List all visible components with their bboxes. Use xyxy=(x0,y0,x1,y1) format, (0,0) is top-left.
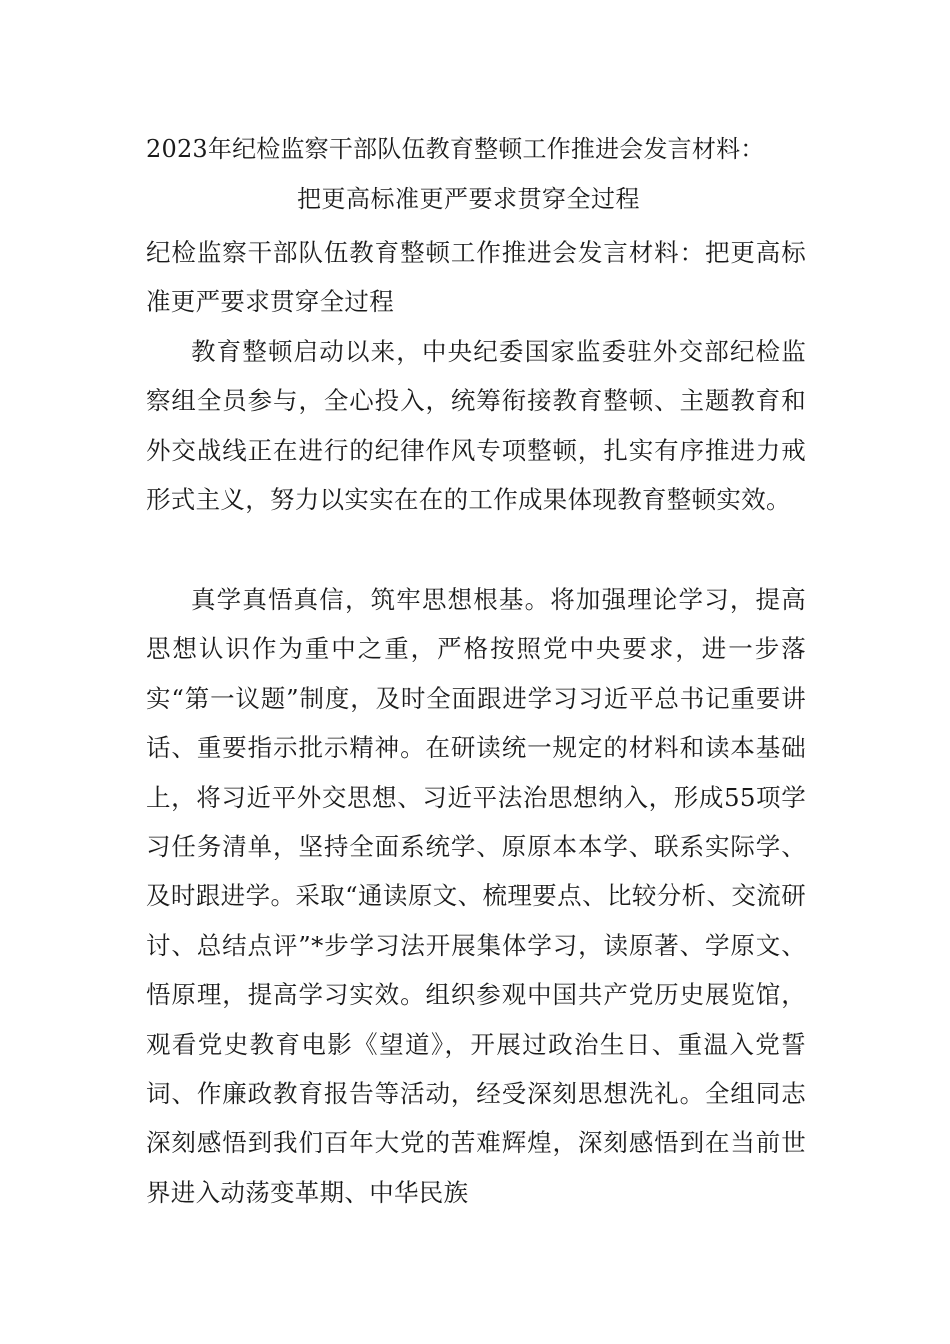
document-subtitle: 纪检监察干部队伍教育整顿工作推进会发言材料：把更高标准更严要求贯穿全过程 xyxy=(146,238,806,316)
document-title-line-1: 2023年纪检监察干部队伍教育整顿工作推进会发言材料： xyxy=(146,135,765,163)
document-title-line-2: 把更高标准更严要求贯穿全过程 xyxy=(297,185,640,213)
paragraph-intro: 教育整顿启动以来，中央纪委国家监委驻外交部纪检监察组全员参与，全心投入，统筹衔接教育整顿、主题教育和外交战线正在进行的纪律作风专项整顿，扎实有序推进力戒形式主义，努力以实实在在的工作成果体现教育整顿实效。 xyxy=(146,337,806,515)
paragraph-study: 真学真悟真信，筑牢思想根基。将加强理论学习，提高思想认识作为重中之重，严格按照党中央要求，进一步落实“第一议题”制度，及时全面跟进学习习近平总书记重要讲话、重要指示批示精神。在研读统一规定的材料和读本基础上，将习近平外交思想、习近平法治思想纳入，形成55项学习任务清单，坚持全面系统学、原原本本学、联系实际学、及时跟进学。采取“通读原文、梳理要点、比较分析、交流研讨、总结点评”*步学习法开展集体学习，读原著、学原文、悟原理，提高学习实效。组织参观中国共产党历史展览馆，观看党史教育电影《望道》，开展过政治生日、重温入党誓词、作廉政教育报告等活动，经受深刻思想洗礼。全组同志深刻感悟到我们百年大党的苦难辉煌，深刻感悟到在当前世界进入动荡变革期、中华民族 xyxy=(146,585,806,1207)
